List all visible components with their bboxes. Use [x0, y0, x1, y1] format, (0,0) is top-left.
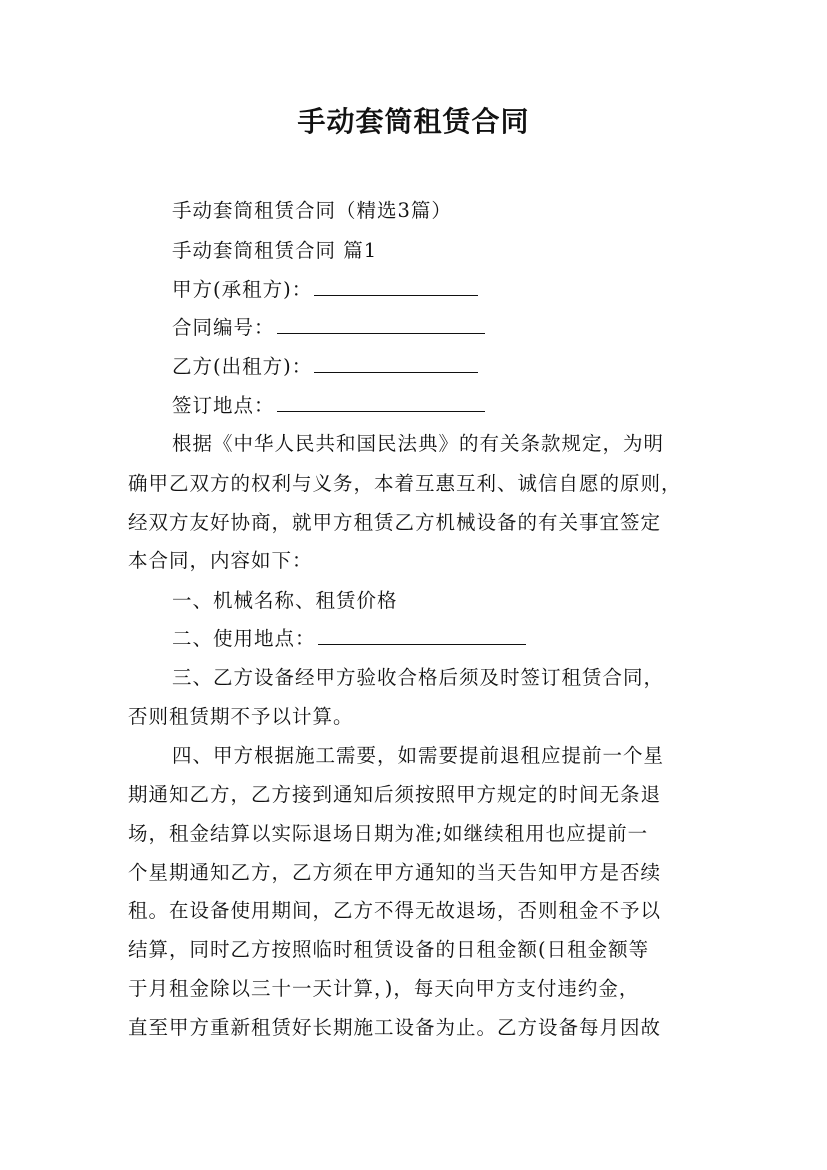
paragraph-line: 租。在设备使用期间，乙方不得无故退场，否则租金不予以	[128, 899, 662, 922]
paragraph-line: 直至甲方重新租赁好长期施工设备为止。乙方设备每月因故	[128, 1016, 662, 1039]
party-b-blank	[314, 353, 478, 373]
sign-place-field	[172, 391, 762, 421]
paragraph-line: 期通知乙方，乙方接到通知后须按照甲方规定的时间无条退	[128, 783, 662, 806]
paragraph-line: 确甲乙双方的权利与义务，本着互惠互利、诚信自愿的原则，	[128, 472, 682, 495]
contract-no-field	[172, 313, 762, 343]
paragraph-line: 场，租金结算以实际退场日期为准;如继续租用也应提前一	[128, 822, 649, 845]
paragraph-line: 结算，同时乙方按照临时租赁设备的日租金额(日租金额等	[128, 938, 650, 961]
paragraph-line: 于月租金除以三十一天计算，)，每天向甲方支付违约金，	[128, 977, 640, 1000]
document-title: 手动套筒租赁合同	[297, 105, 530, 138]
contract-no-label: 合同编号：	[172, 316, 275, 339]
paragraph-line: 根据《中华人民共和国民法典》的有关条款规定，为明	[172, 432, 665, 455]
party-a-label: 甲方(承租方)：	[172, 278, 313, 301]
party-b-label: 乙方(出租方)：	[172, 355, 313, 378]
contract-no-blank	[277, 314, 485, 334]
clause-heading: 一、机械名称、租赁价格	[172, 589, 398, 612]
party-b-field	[172, 352, 762, 382]
paragraph-line: 三、乙方设备经甲方验收合格后须及时签订租赁合同，	[172, 666, 665, 689]
section-heading: 手动套筒租赁合同 篇1	[172, 239, 378, 262]
usage-location-label: 二、使用地点：	[172, 627, 316, 650]
paragraph-line: 本合同，内容如下：	[128, 549, 313, 572]
usage-location-blank	[318, 625, 526, 645]
clause-usage-location	[172, 624, 762, 654]
paragraph-line: 否则租赁期不予以计算。	[128, 705, 354, 728]
document-subtitle: 手动套筒租赁合同（精选3篇）	[172, 199, 452, 222]
sign-place-blank	[277, 392, 485, 412]
paragraph-line: 经双方友好协商，就甲方租赁乙方机械设备的有关事宜签定	[128, 511, 662, 534]
paragraph-line: 四、甲方根据施工需要，如需要提前退租应提前一个星	[172, 744, 665, 767]
sign-place-label: 签订地点：	[172, 394, 275, 417]
party-a-field	[172, 275, 762, 305]
paragraph-line: 个星期通知乙方，乙方须在甲方通知的当天告知甲方是否续	[128, 861, 662, 884]
party-a-blank	[314, 276, 478, 296]
